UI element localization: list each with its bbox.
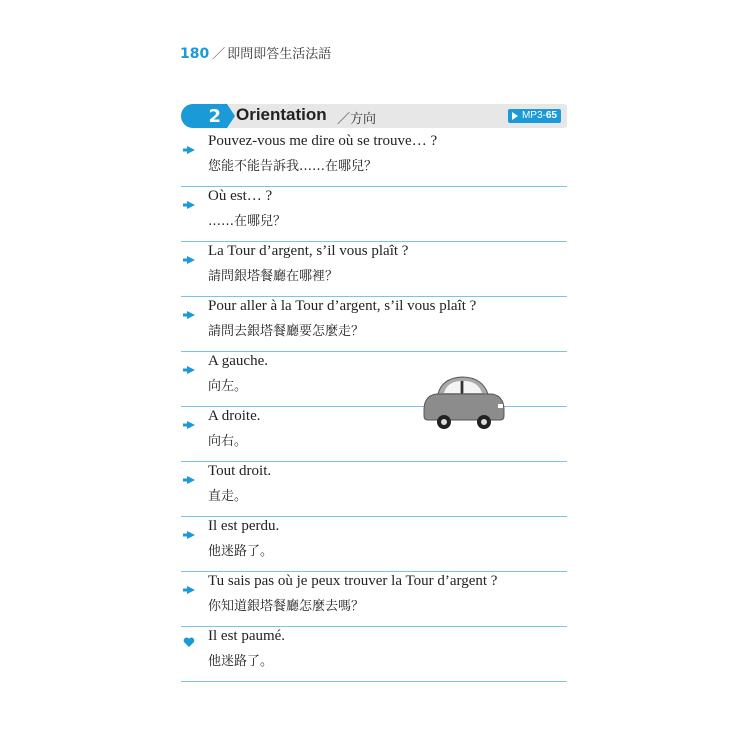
phrase-item bbox=[181, 131, 567, 187]
phrase-item bbox=[181, 406, 567, 462]
phrase-chinese: 他迷路了。 bbox=[208, 544, 274, 559]
arrow-bullet-icon bbox=[183, 249, 195, 257]
phrase-item bbox=[181, 186, 567, 242]
phrase-french: Pour aller à la Tour d’argent, s’il vous plaît ? bbox=[208, 298, 477, 314]
section-header bbox=[181, 104, 567, 128]
phrase-french: Tout droit. bbox=[208, 463, 272, 479]
phrase-french: Il est paumé. bbox=[208, 628, 286, 644]
arrow-bullet-icon bbox=[183, 524, 195, 532]
book-title: 即問即答生活法語 bbox=[227, 47, 332, 62]
phrase-chinese: 他迷路了。 bbox=[208, 654, 274, 669]
phrase-chinese: ……在哪兒？ bbox=[208, 214, 287, 229]
phrase-chinese: 請問銀塔餐廳在哪裡？ bbox=[208, 269, 339, 284]
phrase-item bbox=[181, 241, 567, 297]
phrase-french: Il est perdu. bbox=[208, 518, 280, 534]
audio-track-badge[interactable] bbox=[508, 109, 561, 123]
phrase-chinese: 向左。 bbox=[208, 379, 248, 394]
car-icon bbox=[420, 372, 506, 432]
arrow-bullet-icon bbox=[183, 304, 195, 312]
arrow-bullet-icon bbox=[183, 139, 195, 147]
section-title: Orientation bbox=[236, 105, 327, 124]
play-icon bbox=[512, 112, 518, 120]
phrase-french: Pouvez-vous me dire où se trouve… ? bbox=[208, 133, 438, 149]
phrase-chinese: 您能不能告訴我……在哪兒？ bbox=[208, 159, 378, 174]
phrase-item bbox=[181, 571, 567, 627]
phrase-chinese: 請問去銀塔餐廳要怎麼走？ bbox=[208, 324, 365, 339]
arrow-bullet-icon bbox=[183, 414, 195, 422]
phrase-chinese: 你知道銀塔餐廳怎麼去嗎？ bbox=[208, 599, 365, 614]
phrase-french: Tu sais pas où je peux trouver la Tour d’argent ? bbox=[208, 573, 498, 589]
section-number: 2 bbox=[208, 105, 221, 127]
phrase-chinese: 直走。 bbox=[208, 489, 248, 504]
phrase-chinese: 向右。 bbox=[208, 434, 248, 449]
arrow-bullet-icon bbox=[183, 579, 195, 587]
arrow-bullet-icon bbox=[183, 359, 195, 367]
audio-label: MP3- bbox=[521, 110, 546, 121]
phrase-french: A gauche. bbox=[208, 353, 268, 369]
phrase-item bbox=[181, 626, 567, 682]
phrase-french: A droite. bbox=[208, 408, 261, 424]
phrase-item bbox=[181, 461, 567, 517]
section-number-badge bbox=[181, 104, 227, 128]
arrow-bullet-icon bbox=[183, 469, 195, 477]
phrase-french: Où est… ? bbox=[208, 188, 273, 204]
audio-track-number: 65 bbox=[545, 110, 557, 121]
phrase-item bbox=[181, 516, 567, 572]
arrow-bullet-icon bbox=[183, 194, 195, 202]
phrase-item bbox=[181, 296, 567, 352]
section-subtitle: ／方向 bbox=[337, 112, 377, 127]
phrase-item bbox=[181, 351, 567, 407]
phrase-french: La Tour d’argent, s’il vous plaît ? bbox=[208, 243, 409, 259]
heart-bullet-icon bbox=[183, 633, 195, 641]
page-header bbox=[180, 43, 331, 62]
header-separator: ／ bbox=[212, 47, 226, 62]
page-number: 180 bbox=[180, 46, 210, 62]
